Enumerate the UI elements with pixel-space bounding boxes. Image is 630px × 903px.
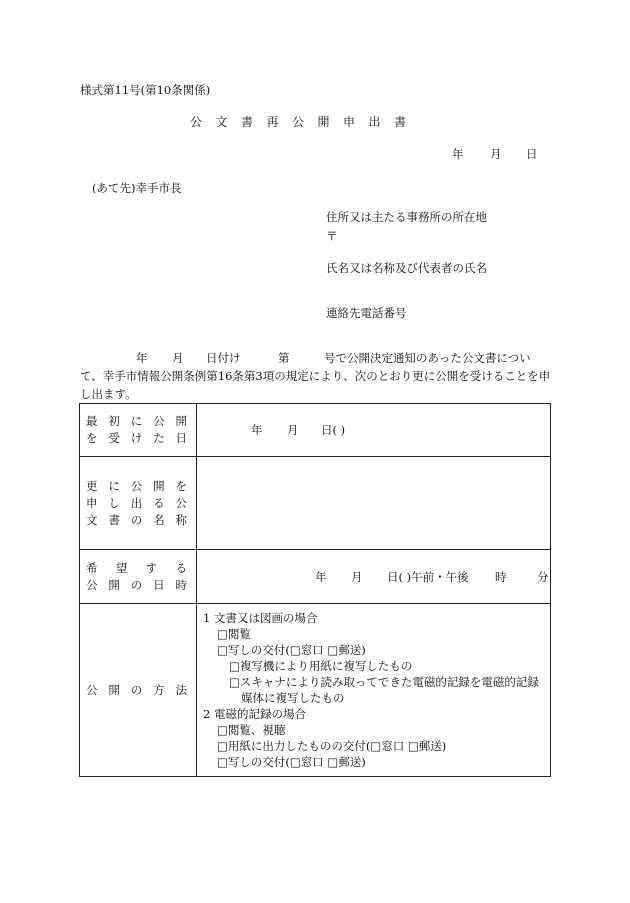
option-scanned-record-cont: 媒体に複写したもの [241, 691, 345, 705]
submission-date [452, 146, 538, 162]
desired-datetime-label [80, 550, 197, 604]
method-label [80, 604, 197, 777]
option-photocopy[interactable]: □複写機により用紙に複写したもの [229, 659, 413, 673]
document-title: 公文書再公開申出書 [190, 115, 420, 129]
row-desired-datetime [80, 550, 551, 604]
label-line: を受けた日 [86, 431, 187, 445]
option-copy-delivery-electronic[interactable]: □写しの交付(□窓口 □郵送) [217, 755, 366, 769]
row-disclosure-method [80, 604, 551, 777]
first-month: 月 [287, 423, 299, 437]
method-section-documents: 1 文書又は図画の場合 [203, 611, 318, 625]
row-first-disclosure [80, 404, 551, 457]
first-year: 年 [251, 423, 263, 437]
option-view-listen[interactable]: □閲覧、視聴 [217, 723, 286, 737]
label-line: 更に公開を [86, 478, 187, 493]
first-disclosure-label [80, 404, 197, 457]
label-line: 公開の日時 [86, 577, 187, 592]
label-line: 公開の方法 [86, 682, 187, 697]
body-year: 年 [136, 351, 148, 365]
addressee: (あて先)幸手市長 [92, 181, 182, 195]
applicant-address-label: 住所又は主たる事務所の所在地 [326, 210, 487, 224]
method-options [197, 604, 551, 777]
option-copy-delivery[interactable]: □写しの交付(□窓口 □郵送) [217, 643, 366, 657]
label-line: 最初に公開 [86, 414, 187, 428]
option-view[interactable]: □閲覧 [217, 627, 251, 641]
first-disclosure-date [197, 404, 551, 457]
wish-year: 年 [315, 569, 327, 584]
row-document-name [80, 457, 551, 550]
method-section-electronic: 2 電磁的記録の場合 [203, 707, 306, 721]
option-scanned-record[interactable]: □スキャナにより読み取ってできた電磁的記録を電磁的記録 [229, 675, 539, 689]
label-line: 希望する [86, 560, 187, 575]
date-month: 月 [490, 147, 502, 161]
request-form-table [79, 403, 551, 777]
label-line: 申し出る公 [86, 495, 187, 510]
option-printout-delivery[interactable]: □用紙に出力したものの交付(□窓口 □郵送) [217, 739, 447, 753]
wish-minute: 分 [537, 569, 549, 584]
desired-datetime-value [197, 550, 551, 604]
wish-day-ampm: 日( )午前・午後 [387, 569, 469, 584]
form-number: 様式第11号(第10条関係) [80, 83, 211, 97]
request-statement [80, 349, 552, 403]
label-line: 文書の名称 [86, 512, 187, 527]
body-month: 月 [172, 351, 184, 365]
body-dai: 第 [278, 351, 290, 365]
body-text: 号で公開決定通知のあった公文書について、幸手市情報公開条例第16条第3項の規定により、次のとおり更に公開を受けることを申し出ます。 [80, 351, 551, 401]
body-day-dated: 日付け [206, 351, 241, 365]
wish-hour: 時 [495, 569, 507, 584]
applicant-name-label: 氏名又は名称及び代表者の氏名 [326, 261, 487, 275]
date-year: 年 [452, 147, 464, 161]
applicant-phone-label: 連絡先電話番号 [326, 306, 407, 320]
document-name-field[interactable] [197, 457, 551, 550]
postal-mark: 〒 [326, 229, 338, 243]
document-name-label [80, 457, 197, 550]
wish-month: 月 [351, 569, 363, 584]
date-day: 日 [526, 147, 538, 161]
first-day: 日( ) [321, 423, 346, 437]
